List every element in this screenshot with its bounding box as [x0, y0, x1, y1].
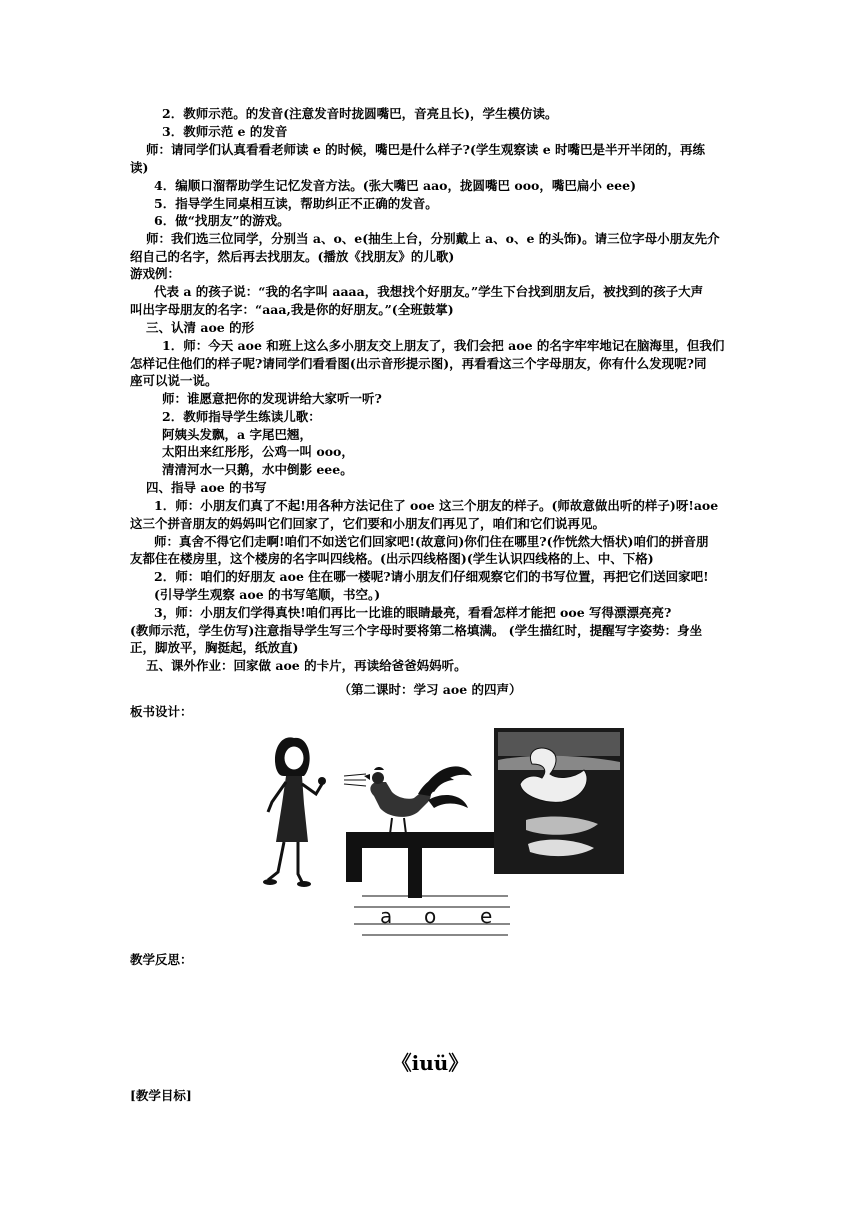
text-line: 2．师：咱们的好朋友 aoe 住在哪一楼呢?请小朋友们仔细观察它们的书写位置，再把它们送回家吧! — [154, 569, 709, 584]
rooster-illustration — [346, 766, 494, 898]
text-line: 游戏例： — [130, 266, 181, 281]
swan-illustration — [494, 728, 624, 874]
text-line: 怎样记住他们的样子呢?请同学们看看图(出示音形提示图)，再看看这三个字母朋友，你有什么发现呢?同 — [130, 356, 707, 371]
board-design-label: 板书设计： — [130, 704, 193, 719]
text-line: 师：真舍不得它们走啊!咱们不如送它们回家吧!(故意问)你们住在哪里?(作恍然大悟状)咱们的拼音朋 — [154, 534, 709, 549]
text-line: 正，脚放平，胸挺起，纸放直) — [130, 640, 299, 655]
text-line: 1．师：小朋友们真了不起!用各种方法记住了 ooe 这三个朋友的样子。(师故意做出听的样子)呀!aoe — [154, 498, 719, 513]
text-line: 读) — [130, 160, 149, 175]
text-line: 师：我们选三位同学，分别当 a、o、e(抽生上台，分别戴上 a、o、e 的头饰)。请三位字母小朋友先介 — [146, 231, 720, 246]
letter-a: a — [380, 904, 393, 928]
letter-e: e — [480, 904, 493, 928]
text-line: 代表 a 的孩子说：“我的名字叫 aaaa，我想找个好朋友。”学生下台找到朋友后，被找到的孩子大声 — [154, 284, 704, 299]
section-heading: 四、指导 aoe 的书写 — [146, 480, 267, 495]
section-heading: 三、认清 aoe 的形 — [146, 320, 255, 335]
text-line: 3．教师示范 e 的发音 — [162, 124, 288, 139]
text-line: 1．师：今天 aoe 和班上这么多小朋友交上朋友了，我们会把 aoe 的名字牢牢地记在脑海里，但我们 — [162, 338, 725, 353]
letter-o: o — [424, 904, 437, 928]
rhyme-line: 太阳出来红彤彤，公鸡一叫 ooo， — [162, 444, 354, 459]
text-line: 2．教师示范。的发音(注意发音时拢圆嘴巴，音亮且长)，学生模仿读。 — [162, 106, 558, 121]
text-line: 5．指导学生同桌相互读，帮助纠正不正确的发音。 — [154, 196, 438, 211]
lesson-subtitle: （第二课时：学习 aoe 的四声） — [338, 682, 522, 697]
board-design-illustration — [258, 724, 630, 950]
lesson-title: 《iuü》 — [391, 1051, 469, 1075]
text-line: 师：谁愿意把你的发现讲给大家听一听? — [162, 391, 382, 406]
text-line: 这三个拼音朋友的妈妈叫它们回家了，它们要和小朋友们再见了，咱们和它们说再见。 — [130, 516, 606, 531]
rhyme-line: 清清河水一只鹅，水中倒影 eee。 — [162, 462, 353, 477]
section-heading: 五、课外作业：回家做 aoe 的卡片，再读给爸爸妈妈听。 — [146, 658, 467, 673]
teaching-goals-label: [教学目标] — [130, 1088, 192, 1103]
text-line: 3，师：小朋友们学得真快!咱们再比一比谁的眼睛最亮，看看怎样才能把 ooe 写得漂漂亮亮? — [154, 605, 672, 620]
text-line: 4．编顺口溜帮助学生记忆发音方法。(张大嘴巴 aao，拢圆嘴巴 ooo，嘴巴扁小 eee) — [154, 178, 636, 193]
text-line: 2．教师指导学生练读儿歌： — [162, 409, 321, 424]
text-line: (教师示范，学生仿写)注意指导学生写三个字母时要将第二格填满。 (学生描红时，提醒写字姿势：身坐 — [130, 623, 703, 638]
text-line: 6．做“找朋友”的游戏。 — [154, 213, 290, 228]
text-line: (引导学生观察 aoe 的书写笔顺，书空。) — [154, 587, 381, 602]
rhyme-line: 阿姨头发飘，a 字尾巴翘， — [162, 427, 312, 442]
text-line: 绍自己的名字，然后再去找朋友。(播放《找朋友》的儿歌) — [130, 249, 455, 264]
teaching-reflection-label: 教学反思： — [130, 952, 193, 967]
girl-illustration — [263, 737, 326, 887]
text-line: 叫出字母朋友的名字：“aaa,我是你的好朋友。”(全班鼓掌) — [130, 302, 454, 317]
sound-lines — [344, 774, 366, 786]
text-line: 师：请同学们认真看看老师读 e 的时候，嘴巴是什么样子?(学生观察读 e 时嘴巴是半开半闭的，再练 — [146, 142, 706, 157]
text-line: 友都住在楼房里，这个楼房的名字叫四线格。(出示四线格图)(学生认识四线格的上、中、下格) — [130, 551, 654, 566]
text-line: 座可以说一说。 — [130, 373, 218, 388]
